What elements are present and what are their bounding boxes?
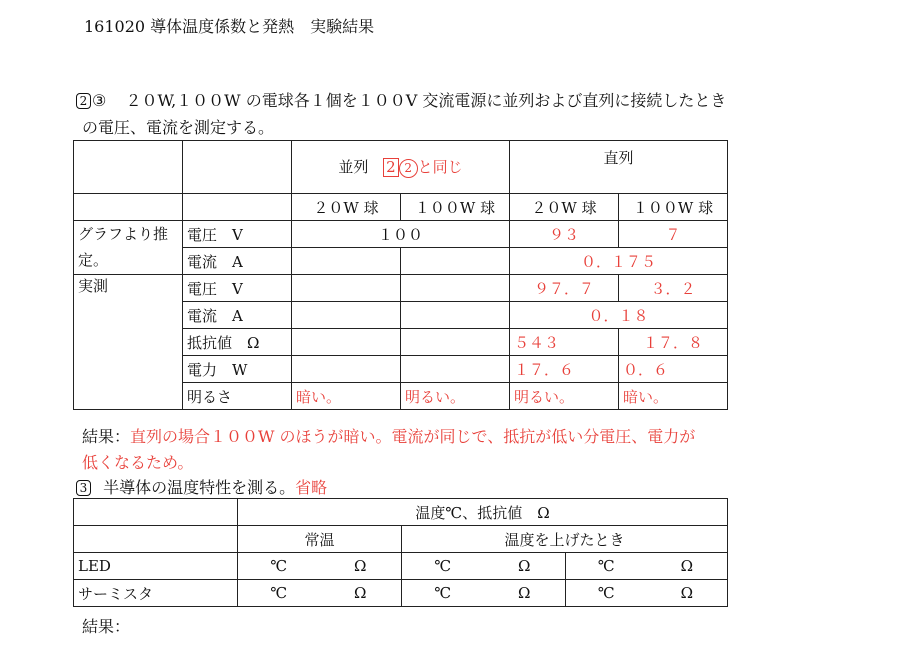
estimated-label: グラフより推定。 bbox=[74, 221, 183, 275]
value-cell bbox=[292, 356, 401, 383]
unit-cell: ℃ bbox=[566, 580, 647, 607]
row-label-voltage: 電圧 V bbox=[183, 275, 292, 302]
page-title: 161020 導体温度係数と発熱 実験結果 bbox=[84, 17, 375, 36]
section1-marker: 2 bbox=[76, 93, 91, 109]
room-temp-header: 常温 bbox=[238, 526, 402, 553]
value-cell bbox=[401, 302, 510, 329]
value-cell: １７．６ bbox=[510, 356, 619, 383]
col-header-100w: １００W 球 bbox=[401, 194, 510, 221]
value-cell: ０．１８ bbox=[510, 302, 728, 329]
table-row bbox=[74, 526, 728, 553]
value-cell bbox=[292, 329, 401, 356]
section1-result-line2: 低くなるため。 bbox=[82, 453, 194, 472]
table-row bbox=[74, 499, 728, 526]
row-label-resistance: 抵抗値 Ω bbox=[183, 329, 292, 356]
parallel-header: 並列 2 2 と同じ bbox=[292, 141, 510, 194]
value-cell bbox=[292, 302, 401, 329]
section1-result: 結果：直列の場合１００W のほうが暗い。電流が同じで、抵抗が低い分電圧、電力が bbox=[82, 427, 696, 446]
blank-cell bbox=[183, 194, 292, 221]
unit-cell: Ω bbox=[320, 553, 402, 580]
value-cell: ３．２ bbox=[619, 275, 728, 302]
unit-cell: Ω bbox=[647, 553, 728, 580]
blank-cell bbox=[74, 526, 238, 553]
value-cell: ５４３ bbox=[510, 329, 619, 356]
value-cell: 暗い。 bbox=[619, 383, 728, 410]
unit-cell: Ω bbox=[647, 580, 728, 607]
value-cell bbox=[401, 275, 510, 302]
section2-marker: 3 bbox=[76, 480, 91, 496]
value-cell: ７ bbox=[619, 221, 728, 248]
value-cell bbox=[292, 248, 401, 275]
table-row bbox=[74, 194, 728, 221]
value-cell: １７．８ bbox=[619, 329, 728, 356]
section1-heading bbox=[76, 88, 726, 111]
value-cell: ９７．７ bbox=[510, 275, 619, 302]
table-row bbox=[74, 141, 728, 194]
value-cell: ９３ bbox=[510, 221, 619, 248]
value-cell: 暗い。 bbox=[292, 383, 401, 410]
row-label-thermistor: サーミスタ bbox=[74, 580, 238, 607]
unit-cell: ℃ bbox=[566, 553, 647, 580]
section1-line2: の電圧、電流を測定する。 bbox=[82, 118, 275, 137]
section2-result: 結果： bbox=[82, 617, 131, 636]
row-label-brightness: 明るさ bbox=[183, 383, 292, 410]
section1-line1: ２０W,１００W の電球各１個を１００V 交流電源に並列および直列に接続したとき bbox=[125, 91, 727, 110]
row-label-led: LED bbox=[74, 553, 238, 580]
value-cell bbox=[401, 248, 510, 275]
row-label-power: 電力 W bbox=[183, 356, 292, 383]
value-cell bbox=[401, 356, 510, 383]
bulb-results-table bbox=[73, 140, 728, 410]
value-cell: ０．１７５ bbox=[510, 248, 728, 275]
parallel-reference: 2 2 と同じ bbox=[383, 158, 463, 176]
value-cell: 明るい。 bbox=[510, 383, 619, 410]
semiconductor-table bbox=[73, 498, 728, 607]
raised-temp-header: 温度を上げたとき bbox=[402, 526, 728, 553]
row-label-current: 電流 A bbox=[183, 302, 292, 329]
series-header: 直列 bbox=[510, 141, 728, 194]
unit-cell: ℃ bbox=[238, 553, 320, 580]
section2-note: 省略 bbox=[295, 478, 328, 497]
measured-label: 実測 bbox=[74, 275, 183, 410]
unit-cell: Ω bbox=[484, 580, 566, 607]
col-header-20w: ２０W 球 bbox=[292, 194, 401, 221]
unit-cell: ℃ bbox=[402, 580, 484, 607]
value-cell: １００ bbox=[292, 221, 510, 248]
unit-cell: Ω bbox=[484, 553, 566, 580]
value-cell bbox=[401, 329, 510, 356]
temp-resistance-header: 温度℃、抵抗値 Ω bbox=[238, 499, 728, 526]
table-row bbox=[74, 275, 728, 302]
section1-circled-number: ③ bbox=[92, 91, 107, 110]
table-row bbox=[74, 553, 728, 580]
blank-cell bbox=[74, 194, 183, 221]
row-label-voltage: 電圧 V bbox=[183, 221, 292, 248]
unit-cell: ℃ bbox=[238, 580, 320, 607]
value-cell bbox=[292, 275, 401, 302]
row-label-current: 電流 A bbox=[183, 248, 292, 275]
table-row bbox=[74, 221, 728, 248]
blank-cell bbox=[183, 141, 292, 194]
value-cell: 明るい。 bbox=[401, 383, 510, 410]
unit-cell: Ω bbox=[320, 580, 402, 607]
col-header-20w: ２０W 球 bbox=[510, 194, 619, 221]
value-cell: ０．６ bbox=[619, 356, 728, 383]
blank-cell bbox=[74, 141, 183, 194]
section2-heading: 3 半導体の温度特性を測る。省略 bbox=[76, 475, 327, 498]
table-row bbox=[74, 580, 728, 607]
blank-cell bbox=[74, 499, 238, 526]
unit-cell: ℃ bbox=[402, 553, 484, 580]
col-header-100w: １００W 球 bbox=[619, 194, 728, 221]
